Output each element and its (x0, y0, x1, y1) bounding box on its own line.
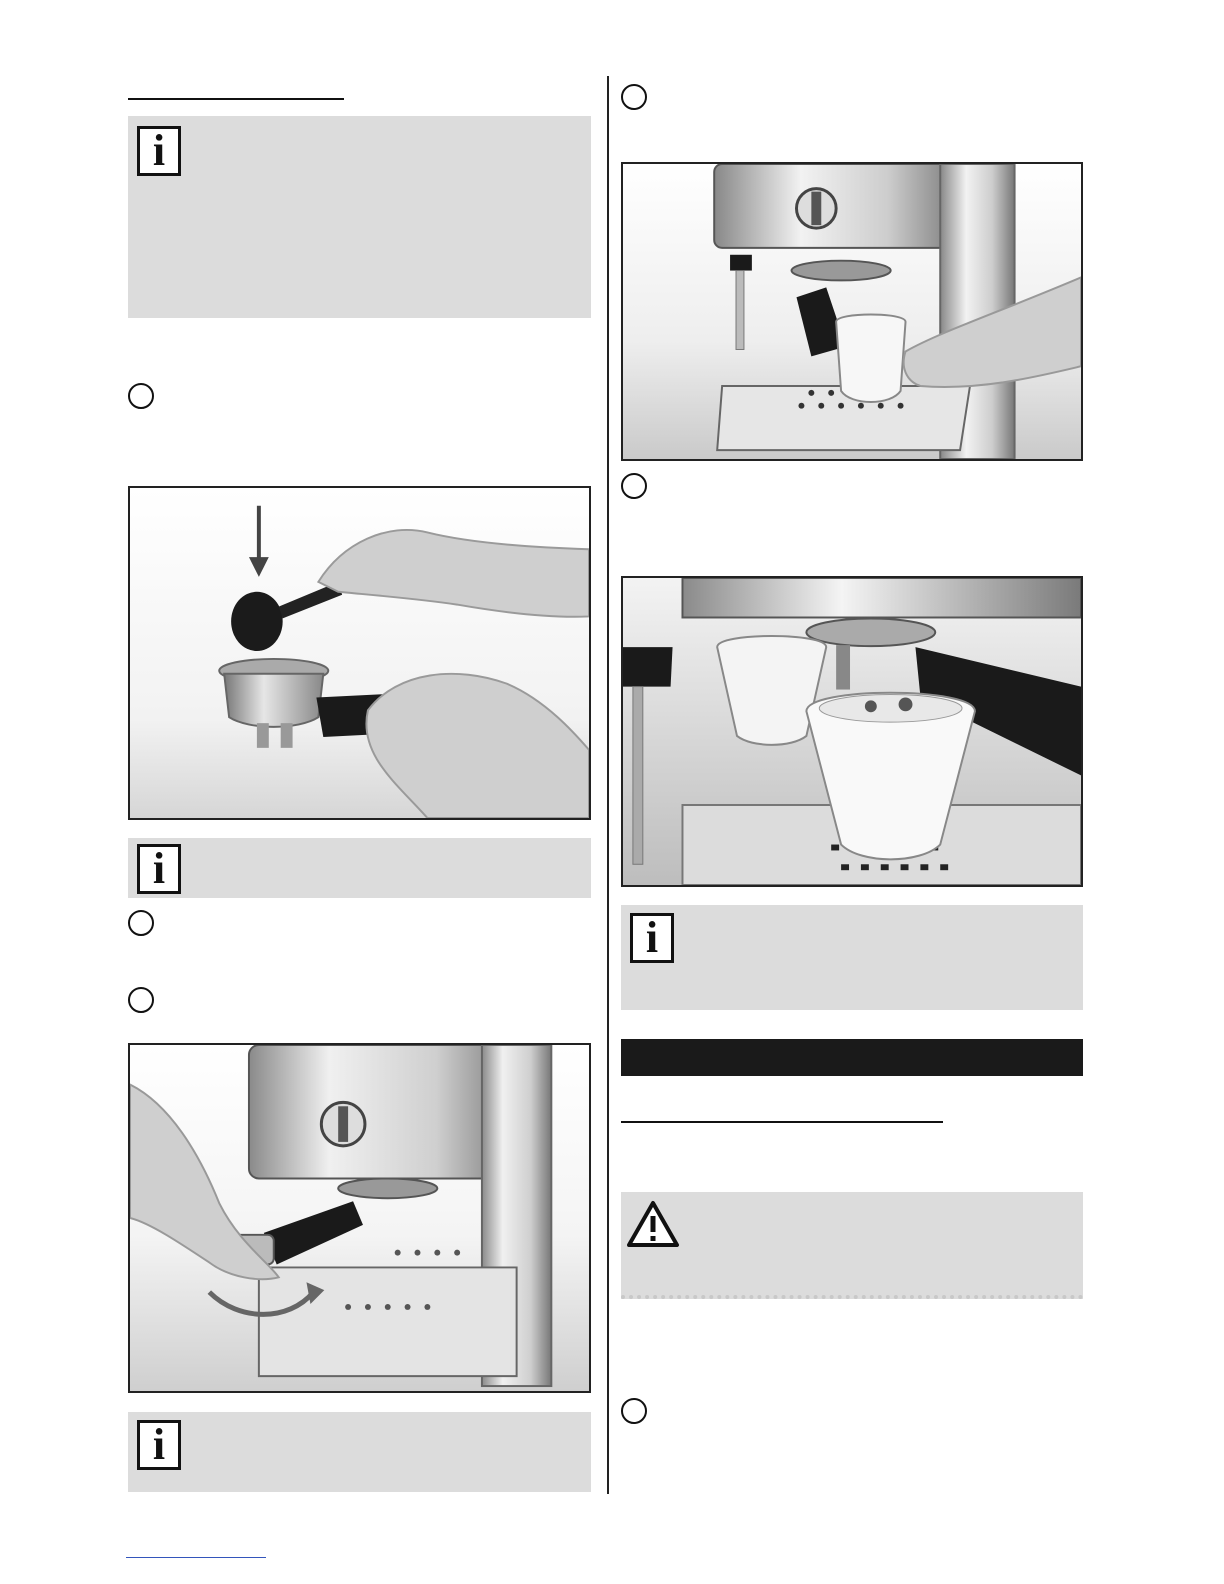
photo-coffee-scoop-filter (128, 486, 591, 820)
step-circle-icon (621, 84, 647, 110)
info-icon: i (137, 1420, 181, 1470)
step-circle-icon (128, 910, 154, 936)
info-box-2 (128, 838, 591, 898)
section-underline-right (621, 1121, 943, 1123)
step-circle-icon (128, 987, 154, 1013)
info-box-4 (621, 905, 1083, 1010)
warning-icon (626, 1200, 680, 1248)
section-header-bar (621, 1039, 1083, 1076)
column-divider (607, 76, 609, 1494)
photo-insert-filter-holder (128, 1043, 591, 1393)
step-circle-icon (128, 383, 154, 409)
info-box-1 (128, 116, 591, 318)
footer-underline (126, 1557, 266, 1558)
info-icon: i (630, 913, 674, 963)
info-box-3 (128, 1412, 591, 1492)
section-underline-left (128, 98, 344, 100)
photo-cup-under-outlet (621, 162, 1083, 461)
warning-box (621, 1192, 1083, 1299)
step-circle-icon (621, 1398, 647, 1424)
step-circle-icon (621, 473, 647, 499)
photo-two-cups-frothed-milk (621, 576, 1083, 887)
info-icon: i (137, 126, 181, 176)
info-icon: i (137, 844, 181, 894)
